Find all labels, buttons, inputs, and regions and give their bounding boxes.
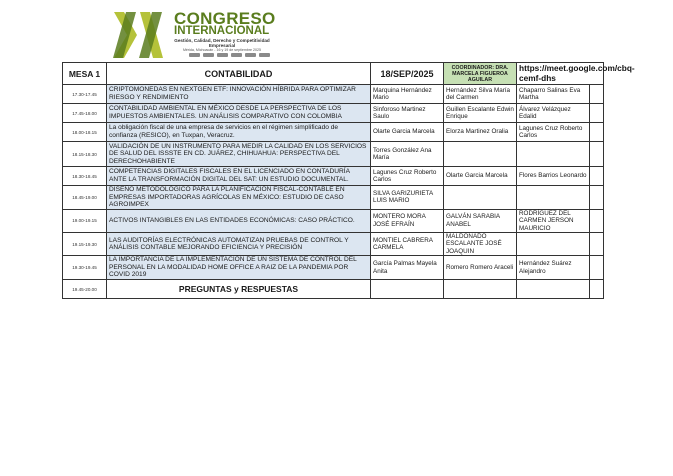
author-1: MONTIEL CABRERA CARMELA	[371, 233, 444, 256]
xx-numeral-logo-icon	[112, 10, 164, 60]
paper-title: CRIPTOMONEDAS EN NEXTGEN ETF: INNOVACIÓN HÍBRIDA PARA OPTIMIZAR RIESGO Y RENDIMIENTO	[107, 85, 371, 104]
table-row	[63, 186, 604, 210]
logo-title: CONGRESO	[174, 9, 276, 28]
time-slot: 19.15-19.30	[63, 233, 107, 256]
author-2	[444, 186, 517, 210]
author-3: Álvarez Velázquez Edalid	[517, 104, 590, 123]
congress-logo	[112, 10, 287, 60]
author-3	[517, 142, 590, 167]
extra-cell	[590, 209, 604, 232]
author-2: Olarte Garcia Marcela	[444, 167, 517, 186]
author-1: MONTERO MORA JOSÉ EFRAÍN	[371, 209, 444, 232]
author-3: Hernández Suárez Alejandro	[517, 256, 590, 280]
time-slot: 19.30-19.45	[63, 256, 107, 280]
extra-cell	[590, 233, 604, 256]
extra-cell	[590, 123, 604, 142]
table-row	[63, 104, 604, 123]
author-1: García Palmas Mayela Anita	[371, 256, 444, 280]
header-row	[63, 63, 604, 85]
paper-title: VALIDACIÓN DE UN INSTRUMENTO PARA MEDIR LA CALIDAD EN LOS SERVICIOS DE SALUD DEL ISSSTE EN CD. JUÁREZ, CHIHUAHUA: PERSPECTIVA DEL DERECHOHABIENTE	[107, 142, 371, 167]
time-slot: 18.45-19.00	[63, 186, 107, 210]
paper-title: La obligación fiscal de una empresa de servicios en el régimen simplificado de confianza (RESICO), en Tuxpan, Veracruz.	[107, 123, 371, 142]
time-slot: 18.00-18.15	[63, 123, 107, 142]
author-3	[517, 186, 590, 210]
author-2: GALVÁN SARABIA ANABEL	[444, 209, 517, 232]
author-1: Lagunes Cruz Roberto Carlos	[371, 167, 444, 186]
table-row	[63, 85, 604, 104]
time-slot: 19.45-20.00	[63, 280, 107, 299]
logo-subtitle: INTERNACIONAL	[174, 25, 270, 37]
extra-cell	[590, 256, 604, 280]
table-row	[63, 256, 604, 280]
author-2: Guillen Escalante Edwin Enrique	[444, 104, 517, 123]
author-1: Olarte Garcia Marcela	[371, 123, 444, 142]
paper-title: DISEÑO METODOLÓGICO PARA LA PLANIFICACIÓN FISCAL-CONTABLE EN EMPRESAS IMPORTADORAS AGRÍCOLAS EN MÉXICO: ESTUDIO DE CASO AGROIMPEX	[107, 186, 371, 210]
table-row	[63, 209, 604, 232]
extra-cell	[590, 85, 604, 104]
extra-cell	[590, 186, 604, 210]
agenda-table	[62, 62, 635, 299]
coordinator-label: COORDINADOR: DRA. MARCELA FIGUEROA AGUILAR	[444, 63, 517, 85]
author-2: MALDONADO ESCALANTE JOSÉ JOAQUIN	[444, 233, 517, 256]
empty-cell	[444, 280, 517, 299]
paper-title: LA IMPORTANCIA DE LA IMPLEMENTACIÓN DE UN SISTEMA DE CONTROL DEL PERSONAL EN LA MODALIDAD HOME OFFICE A RAIZ DE LA PANDEMIA POR COVID 2019	[107, 256, 371, 280]
time-slot: 18.15-18.30	[63, 142, 107, 167]
session-topic: CONTABILIDAD	[107, 63, 371, 85]
empty-cell	[371, 280, 444, 299]
author-2: Elorza Martinez Oralia	[444, 123, 517, 142]
table-row	[63, 167, 604, 186]
logo-location-date: Mérida, Michoacán - 16 y 19 de septiembre 2025	[182, 48, 262, 53]
author-1: Marquina Hernández Mario	[371, 85, 444, 104]
paper-title: COMPETENCIAS DIGITALES FISCALES EN EL LICENCIADO EN CONTADURÍA ANTE LA TRANSFORMACIÓN DIGITAL DEL SAT: UN ESTUDIO DOCUMENTAL.	[107, 167, 371, 186]
paper-title: ACTIVOS INTANGIBLES EN LAS ENTIDADES ECONÓMICAS: CASO PRÁCTICO.	[107, 209, 371, 232]
author-2	[444, 142, 517, 167]
logo-theme: Gestión, Calidad, Derecho y Competitividad Empresarial	[174, 38, 270, 49]
meet-link[interactable]: https://meet.google.com/cbq-cemf-dhs	[517, 63, 604, 85]
author-2: Hernández Silva María del Carmen	[444, 85, 517, 104]
session-date: 18/SEP/2025	[371, 63, 444, 85]
closing-label: PREGUNTAS y RESPUESTAS	[107, 280, 371, 299]
author-3	[517, 233, 590, 256]
empty-cell	[517, 280, 590, 299]
sponsor-logos	[174, 53, 284, 57]
closing-row	[63, 280, 604, 299]
time-slot: 17.45-18.00	[63, 104, 107, 123]
paper-title: CONTABILIDAD AMBIENTAL EN MÉXICO DESDE LA PERSPECTIVA DE LOS IMPUESTOS AMBIENTALES. UN ANÁLISIS COMPARATIVO CON COLOMBIA	[107, 104, 371, 123]
author-1: Sinforoso Martinez Saulo	[371, 104, 444, 123]
table-row	[63, 123, 604, 142]
extra-cell	[590, 104, 604, 123]
extra-cell	[590, 142, 604, 167]
paper-title: LAS AUDITORÍAS ELECTRÓNICAS AUTOMATIZAN PRUEBAS DE CONTROL Y ANÁLISIS CONTABLE MEJORANDO EFICIENCIA Y PRECISIÓN	[107, 233, 371, 256]
time-slot: 18.30-18.45	[63, 167, 107, 186]
time-slot: 19.00-19.15	[63, 209, 107, 232]
author-1: Torres González Ana María	[371, 142, 444, 167]
empty-cell	[590, 280, 604, 299]
author-3: RODRÍGUEZ DEL CARMEN JERSON MAURICIO	[517, 209, 590, 232]
table-row	[63, 233, 604, 256]
table-row	[63, 142, 604, 167]
mesa-label: MESA 1	[63, 63, 107, 85]
author-3: Lagunes Cruz Roberto Carlos	[517, 123, 590, 142]
author-1: SILVA GARIZURIETA LUIS MARIO	[371, 186, 444, 210]
extra-cell	[590, 167, 604, 186]
author-2: Romero Romero Araceli	[444, 256, 517, 280]
author-3: Chaparro Salinas Eva Martha	[517, 85, 590, 104]
time-slot: 17.30-17.45	[63, 85, 107, 104]
author-3: Flores Barrios Leonardo	[517, 167, 590, 186]
